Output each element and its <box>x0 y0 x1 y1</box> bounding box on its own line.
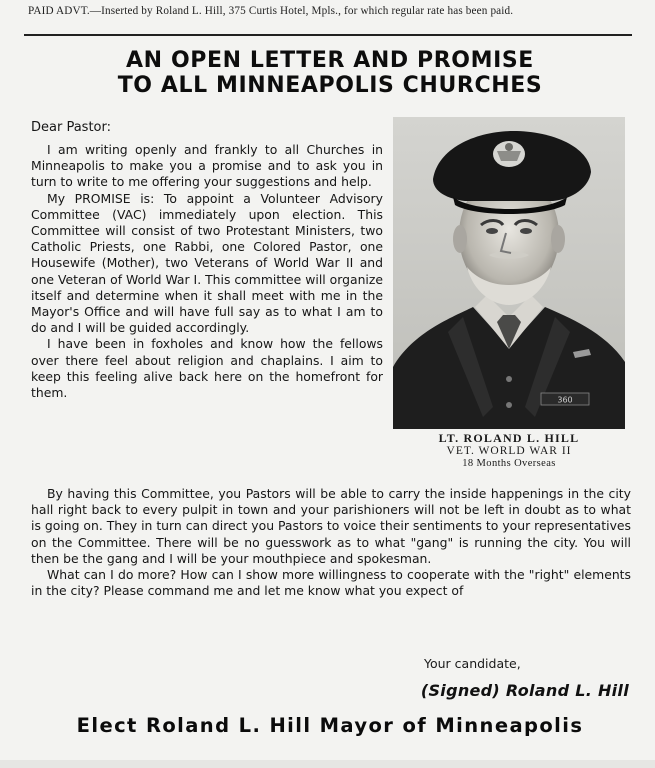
caption-name: LT. ROLAND L. HILL <box>438 431 580 445</box>
candidate-portrait-photo <box>393 117 625 429</box>
insignia-text: 360 <box>557 395 573 405</box>
letter-paragraph-5: What can I do more? How can I show more willingness to cooperate with the "right" elements in the city? Please command me and let me know what you expect of <box>31 567 631 599</box>
letter-body-column <box>31 142 383 401</box>
letter-paragraph-4: By having this Committee, you Pastors will be able to carry the inside happenings in the city hall right back to every pulpit in town and your parishioners will not be left in doubt as to what is going on. They in turn can direct you Pastors to voice their sentiments to your representatives on the Committee. There will be no guesswork as to what "gang" is running the city. You will then be the gang and I will be your mouthpiece and spokesman. <box>31 486 631 566</box>
election-slogan: Elect Roland L. Hill Mayor of Minneapolis <box>76 714 584 737</box>
salutation: Dear Pastor: <box>31 120 111 135</box>
headline <box>30 48 630 98</box>
header-divider <box>24 34 632 36</box>
signature: (Signed) Roland L. Hill <box>420 681 629 700</box>
bottom-margin <box>0 760 655 768</box>
letter-paragraph-3: I have been in foxholes and know how the fellows over there feel about religion and chaplains. I aim to keep this feeling alive back here on the homefront for them. <box>31 336 383 401</box>
letter-paragraph-2: My PROMISE is: To appoint a Volunteer Advisory Committee (VAC) immediately upon election. This Committee will consist of two Protestant Ministers, two Catholic Priests, one Rabbi, one Colored Pastor, one Housewife (Mother), two Veterans of World War II and one Veteran of World War I. This committee will organize itself and determine when it shall meet with me in the Mayor's Office and will have full say as to what I am to do and I will be guided accordingly. <box>31 190 383 336</box>
closing-line: Your candidate, <box>424 656 521 671</box>
letter-body-full-width <box>31 486 631 599</box>
headline-line-1: AN OPEN LETTER AND PROMISE <box>126 48 534 73</box>
paid-advertisement-notice: PAID ADVT.—Inserted by Roland L. Hill, 375 Curtis Hotel, Mpls., for which regular rate has been paid. <box>28 5 514 17</box>
headline-line-2: TO ALL MINNEAPOLIS CHURCHES <box>117 73 543 98</box>
photo-caption <box>393 432 625 470</box>
caption-detail: 18 Months Overseas <box>462 458 556 469</box>
portrait-illustration <box>393 117 625 429</box>
letter-paragraph-1: I am writing openly and frankly to all Churches in Minneapolis to make you a promise and to ask you in turn to write to me offering your suggestions and help. <box>31 142 383 190</box>
caption-service: VET. WORLD WAR II <box>446 445 572 457</box>
